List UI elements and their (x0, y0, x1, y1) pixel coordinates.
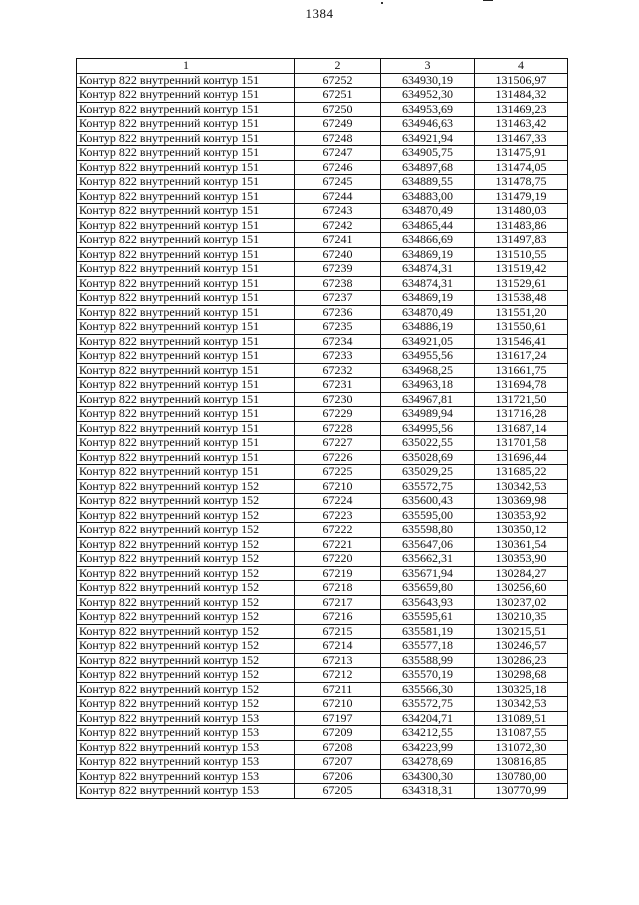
point-number-cell: 67243 (295, 204, 381, 219)
y-coordinate-cell: 131089,51 (475, 711, 568, 726)
table-row (77, 682, 568, 697)
table-row (77, 639, 568, 654)
table-row (77, 508, 568, 523)
y-coordinate-cell: 131497,83 (475, 233, 568, 248)
point-number-cell: 67220 (295, 552, 381, 567)
point-number-cell: 67210 (295, 697, 381, 712)
contour-name-cell: Контур 822 внутренний контур 152 (77, 581, 295, 596)
x-coordinate-cell: 634204,71 (381, 711, 475, 726)
point-number-cell: 67248 (295, 131, 381, 146)
table-row (77, 320, 568, 335)
table-row (77, 450, 568, 465)
x-coordinate-cell: 634953,69 (381, 102, 475, 117)
point-number-cell: 67228 (295, 421, 381, 436)
point-number-cell: 67244 (295, 189, 381, 204)
point-number-cell: 67242 (295, 218, 381, 233)
x-coordinate-cell: 635662,31 (381, 552, 475, 567)
point-number-cell: 67236 (295, 305, 381, 320)
x-coordinate-cell: 635581,19 (381, 624, 475, 639)
x-coordinate-cell: 634874,31 (381, 262, 475, 277)
x-coordinate-cell: 634889,55 (381, 175, 475, 190)
table-row (77, 276, 568, 291)
contour-name-cell: Контур 822 внутренний контур 151 (77, 146, 295, 161)
contour-name-cell: Контур 822 внутренний контур 152 (77, 566, 295, 581)
contour-name-cell: Контур 822 внутренний контур 151 (77, 363, 295, 378)
x-coordinate-cell: 635600,43 (381, 494, 475, 509)
table-row (77, 711, 568, 726)
y-coordinate-cell: 131519,42 (475, 262, 568, 277)
y-coordinate-cell: 130350,12 (475, 523, 568, 538)
table-row (77, 305, 568, 320)
y-coordinate-cell: 130770,99 (475, 784, 568, 799)
table-row (77, 769, 568, 784)
contour-name-cell: Контур 822 внутренний контур 151 (77, 189, 295, 204)
table-row (77, 88, 568, 103)
table-row (77, 653, 568, 668)
x-coordinate-cell: 634870,49 (381, 204, 475, 219)
y-coordinate-cell: 131701,58 (475, 436, 568, 451)
table-row (77, 436, 568, 451)
point-number-cell: 67215 (295, 624, 381, 639)
x-coordinate-cell: 634212,55 (381, 726, 475, 741)
point-number-cell: 67217 (295, 595, 381, 610)
contour-name-cell: Контур 822 внутренний контур 151 (77, 233, 295, 248)
point-number-cell: 67224 (295, 494, 381, 509)
point-number-cell: 67209 (295, 726, 381, 741)
table-row (77, 146, 568, 161)
point-number-cell: 67214 (295, 639, 381, 654)
x-coordinate-cell: 634883,00 (381, 189, 475, 204)
contour-name-cell: Контур 822 внутренний контур 152 (77, 639, 295, 654)
x-coordinate-cell: 634865,44 (381, 218, 475, 233)
contour-name-cell: Контур 822 внутренний контур 151 (77, 73, 295, 88)
x-coordinate-cell: 634223,99 (381, 740, 475, 755)
contour-name-cell: Контур 822 внутренний контур 151 (77, 378, 295, 393)
y-coordinate-cell: 130780,00 (475, 769, 568, 784)
contour-name-cell: Контур 822 внутренний контур 153 (77, 711, 295, 726)
table-row (77, 291, 568, 306)
contour-name-cell: Контур 822 внутренний контур 151 (77, 392, 295, 407)
y-coordinate-cell: 131685,22 (475, 465, 568, 480)
table-row (77, 334, 568, 349)
x-coordinate-cell: 635029,25 (381, 465, 475, 480)
contour-name-cell: Контур 822 внутренний контур 152 (77, 697, 295, 712)
x-coordinate-cell: 634300,30 (381, 769, 475, 784)
table-row (77, 740, 568, 755)
y-coordinate-cell: 131475,91 (475, 146, 568, 161)
y-coordinate-cell: 131529,61 (475, 276, 568, 291)
contour-name-cell: Контур 822 внутренний контур 151 (77, 117, 295, 132)
table-row (77, 523, 568, 538)
contour-name-cell: Контур 822 внутренний контур 152 (77, 682, 295, 697)
y-coordinate-cell: 131550,61 (475, 320, 568, 335)
header-cell-4: 4 (475, 59, 568, 74)
x-coordinate-cell: 634967,81 (381, 392, 475, 407)
point-number-cell: 67227 (295, 436, 381, 451)
contour-name-cell: Контур 822 внутренний контур 151 (77, 421, 295, 436)
x-coordinate-cell: 635588,99 (381, 653, 475, 668)
table-row (77, 392, 568, 407)
table-row (77, 552, 568, 567)
table-row (77, 73, 568, 88)
x-coordinate-cell: 635572,75 (381, 697, 475, 712)
y-coordinate-cell: 131087,55 (475, 726, 568, 741)
y-coordinate-cell: 131661,75 (475, 363, 568, 378)
y-coordinate-cell: 130210,35 (475, 610, 568, 625)
table-row (77, 378, 568, 393)
y-coordinate-cell: 130361,54 (475, 537, 568, 552)
contour-name-cell: Контур 822 внутренний контур 151 (77, 465, 295, 480)
point-number-cell: 67197 (295, 711, 381, 726)
x-coordinate-cell: 635671,94 (381, 566, 475, 581)
y-coordinate-cell: 131463,42 (475, 117, 568, 132)
table-row (77, 262, 568, 277)
x-coordinate-cell: 634952,30 (381, 88, 475, 103)
table-row (77, 349, 568, 364)
x-coordinate-cell: 634946,63 (381, 117, 475, 132)
contour-name-cell: Контур 822 внутренний контур 151 (77, 175, 295, 190)
page-number: 1384 (305, 6, 334, 21)
header-cell-2: 2 (295, 59, 381, 74)
x-coordinate-cell: 634905,75 (381, 146, 475, 161)
table-row (77, 595, 568, 610)
point-number-cell: 67229 (295, 407, 381, 422)
contour-name-cell: Контур 822 внутренний контур 151 (77, 276, 295, 291)
table-row (77, 465, 568, 480)
y-coordinate-cell: 130353,90 (475, 552, 568, 567)
table-row (77, 610, 568, 625)
point-number-cell: 67213 (295, 653, 381, 668)
point-number-cell: 67211 (295, 682, 381, 697)
table-row (77, 175, 568, 190)
y-coordinate-cell: 130284,27 (475, 566, 568, 581)
table-row (77, 697, 568, 712)
table-row (77, 494, 568, 509)
y-coordinate-cell: 130342,53 (475, 479, 568, 494)
point-number-cell: 67237 (295, 291, 381, 306)
x-coordinate-cell: 634989,94 (381, 407, 475, 422)
contour-name-cell: Контур 822 внутренний контур 152 (77, 523, 295, 538)
contour-name-cell: Контур 822 внутренний контур 152 (77, 610, 295, 625)
contour-name-cell: Контур 822 внутренний контур 153 (77, 755, 295, 770)
x-coordinate-cell: 634869,19 (381, 247, 475, 262)
contour-name-cell: Контур 822 внутренний контур 152 (77, 508, 295, 523)
y-coordinate-cell: 131484,32 (475, 88, 568, 103)
y-coordinate-cell: 130215,51 (475, 624, 568, 639)
x-coordinate-cell: 634921,94 (381, 131, 475, 146)
point-number-cell: 67206 (295, 769, 381, 784)
table-row (77, 755, 568, 770)
contour-name-cell: Контур 822 внутренний контур 151 (77, 262, 295, 277)
y-coordinate-cell: 130342,53 (475, 697, 568, 712)
header-cell-1: 1 (77, 59, 295, 74)
contour-name-cell: Контур 822 внутренний контур 151 (77, 160, 295, 175)
y-coordinate-cell: 131467,33 (475, 131, 568, 146)
table-row (77, 102, 568, 117)
contour-name-cell: Контур 822 внутренний контур 153 (77, 726, 295, 741)
contour-name-cell: Контур 822 внутренний контур 151 (77, 88, 295, 103)
x-coordinate-cell: 635022,55 (381, 436, 475, 451)
table-row (77, 726, 568, 741)
contour-name-cell: Контур 822 внутренний контур 151 (77, 407, 295, 422)
point-number-cell: 67235 (295, 320, 381, 335)
point-number-cell: 67247 (295, 146, 381, 161)
y-coordinate-cell: 131538,48 (475, 291, 568, 306)
table-row (77, 131, 568, 146)
contour-name-cell: Контур 822 внутренний контур 151 (77, 218, 295, 233)
contour-name-cell: Контур 822 внутренний контур 151 (77, 450, 295, 465)
y-coordinate-cell: 131479,19 (475, 189, 568, 204)
header-cell-3: 3 (381, 59, 475, 74)
point-number-cell: 67207 (295, 755, 381, 770)
contour-name-cell: Контур 822 внутренний контур 151 (77, 247, 295, 262)
x-coordinate-cell: 634897,68 (381, 160, 475, 175)
point-number-cell: 67251 (295, 88, 381, 103)
point-number-cell: 67240 (295, 247, 381, 262)
x-coordinate-cell: 635647,06 (381, 537, 475, 552)
point-number-cell: 67223 (295, 508, 381, 523)
y-coordinate-cell: 131551,20 (475, 305, 568, 320)
y-coordinate-cell: 131474,05 (475, 160, 568, 175)
table-row (77, 247, 568, 262)
x-coordinate-cell: 634955,56 (381, 349, 475, 364)
contour-name-cell: Контур 822 внутренний контур 151 (77, 320, 295, 335)
y-coordinate-cell: 130298,68 (475, 668, 568, 683)
x-coordinate-cell: 634921,05 (381, 334, 475, 349)
point-number-cell: 67226 (295, 450, 381, 465)
x-coordinate-cell: 634968,25 (381, 363, 475, 378)
y-coordinate-cell: 131506,97 (475, 73, 568, 88)
point-number-cell: 67234 (295, 334, 381, 349)
x-coordinate-cell: 635566,30 (381, 682, 475, 697)
x-coordinate-cell: 635659,80 (381, 581, 475, 596)
contour-name-cell: Контур 822 внутренний контур 152 (77, 595, 295, 610)
point-number-cell: 67230 (295, 392, 381, 407)
y-coordinate-cell: 130816,85 (475, 755, 568, 770)
contour-name-cell: Контур 822 внутренний контур 151 (77, 204, 295, 219)
y-coordinate-cell: 131687,14 (475, 421, 568, 436)
x-coordinate-cell: 634930,19 (381, 73, 475, 88)
table-row (77, 160, 568, 175)
table-body (77, 59, 568, 799)
contour-name-cell: Контур 822 внутренний контур 152 (77, 624, 295, 639)
scan-mark (483, 0, 493, 1)
contour-name-cell: Контур 822 внутренний контур 151 (77, 305, 295, 320)
table-row (77, 537, 568, 552)
point-number-cell: 67250 (295, 102, 381, 117)
contour-name-cell: Контур 822 внутренний контур 152 (77, 479, 295, 494)
contour-name-cell: Контур 822 внутренний контур 152 (77, 552, 295, 567)
table-row (77, 218, 568, 233)
table-row (77, 204, 568, 219)
contour-name-cell: Контур 822 внутренний контур 153 (77, 740, 295, 755)
table-row (77, 189, 568, 204)
y-coordinate-cell: 130286,23 (475, 653, 568, 668)
x-coordinate-cell: 635595,61 (381, 610, 475, 625)
point-number-cell: 67219 (295, 566, 381, 581)
x-coordinate-cell: 635577,18 (381, 639, 475, 654)
x-coordinate-cell: 634870,49 (381, 305, 475, 320)
y-coordinate-cell: 131480,03 (475, 204, 568, 219)
y-coordinate-cell: 130237,02 (475, 595, 568, 610)
point-number-cell: 67222 (295, 523, 381, 538)
y-coordinate-cell: 130256,60 (475, 581, 568, 596)
contour-name-cell: Контур 822 внутренний контур 153 (77, 769, 295, 784)
table-row (77, 117, 568, 132)
point-number-cell: 67246 (295, 160, 381, 175)
x-coordinate-cell: 635572,75 (381, 479, 475, 494)
table-header-row (77, 59, 568, 74)
point-number-cell: 67239 (295, 262, 381, 277)
point-number-cell: 67238 (295, 276, 381, 291)
contour-name-cell: Контур 822 внутренний контур 152 (77, 653, 295, 668)
x-coordinate-cell: 634866,69 (381, 233, 475, 248)
table-row (77, 233, 568, 248)
y-coordinate-cell: 131694,78 (475, 378, 568, 393)
x-coordinate-cell: 635598,80 (381, 523, 475, 538)
y-coordinate-cell: 131617,24 (475, 349, 568, 364)
y-coordinate-cell: 131483,86 (475, 218, 568, 233)
y-coordinate-cell: 131510,55 (475, 247, 568, 262)
point-number-cell: 67232 (295, 363, 381, 378)
x-coordinate-cell: 634869,19 (381, 291, 475, 306)
point-number-cell: 67245 (295, 175, 381, 190)
point-number-cell: 67210 (295, 479, 381, 494)
x-coordinate-cell: 635570,19 (381, 668, 475, 683)
x-coordinate-cell: 634318,31 (381, 784, 475, 799)
x-coordinate-cell: 634886,19 (381, 320, 475, 335)
y-coordinate-cell: 130325,18 (475, 682, 568, 697)
scan-speck (381, 2, 383, 4)
point-number-cell: 67205 (295, 784, 381, 799)
table-row (77, 784, 568, 799)
y-coordinate-cell: 131478,75 (475, 175, 568, 190)
y-coordinate-cell: 131072,30 (475, 740, 568, 755)
table-row (77, 624, 568, 639)
x-coordinate-cell: 635643,93 (381, 595, 475, 610)
y-coordinate-cell: 131469,23 (475, 102, 568, 117)
x-coordinate-cell: 634874,31 (381, 276, 475, 291)
contour-name-cell: Контур 822 внутренний контур 151 (77, 131, 295, 146)
y-coordinate-cell: 131546,41 (475, 334, 568, 349)
table-row (77, 363, 568, 378)
contour-name-cell: Контур 822 внутренний контур 151 (77, 334, 295, 349)
contour-name-cell: Контур 822 внутренний контур 152 (77, 494, 295, 509)
x-coordinate-cell: 635595,00 (381, 508, 475, 523)
y-coordinate-cell: 131721,50 (475, 392, 568, 407)
table-row (77, 421, 568, 436)
contour-name-cell: Контур 822 внутренний контур 152 (77, 668, 295, 683)
x-coordinate-cell: 634995,56 (381, 421, 475, 436)
point-number-cell: 67231 (295, 378, 381, 393)
y-coordinate-cell: 130369,98 (475, 494, 568, 509)
contour-name-cell: Контур 822 внутренний контур 151 (77, 349, 295, 364)
point-number-cell: 67252 (295, 73, 381, 88)
point-number-cell: 67241 (295, 233, 381, 248)
point-number-cell: 67212 (295, 668, 381, 683)
point-number-cell: 67221 (295, 537, 381, 552)
contour-name-cell: Контур 822 внутренний контур 153 (77, 784, 295, 799)
point-number-cell: 67218 (295, 581, 381, 596)
contour-name-cell: Контур 822 внутренний контур 151 (77, 291, 295, 306)
x-coordinate-cell: 634278,69 (381, 755, 475, 770)
point-number-cell: 67216 (295, 610, 381, 625)
coordinates-table (76, 58, 568, 799)
table-row (77, 407, 568, 422)
point-number-cell: 67233 (295, 349, 381, 364)
y-coordinate-cell: 131696,44 (475, 450, 568, 465)
table-row (77, 479, 568, 494)
table-row (77, 668, 568, 683)
x-coordinate-cell: 634963,18 (381, 378, 475, 393)
table-row (77, 581, 568, 596)
point-number-cell: 67208 (295, 740, 381, 755)
y-coordinate-cell: 130246,57 (475, 639, 568, 654)
contour-name-cell: Контур 822 внутренний контур 151 (77, 102, 295, 117)
y-coordinate-cell: 130353,92 (475, 508, 568, 523)
point-number-cell: 67249 (295, 117, 381, 132)
point-number-cell: 67225 (295, 465, 381, 480)
x-coordinate-cell: 635028,69 (381, 450, 475, 465)
y-coordinate-cell: 131716,28 (475, 407, 568, 422)
contour-name-cell: Контур 822 внутренний контур 151 (77, 436, 295, 451)
contour-name-cell: Контур 822 внутренний контур 152 (77, 537, 295, 552)
table-row (77, 566, 568, 581)
